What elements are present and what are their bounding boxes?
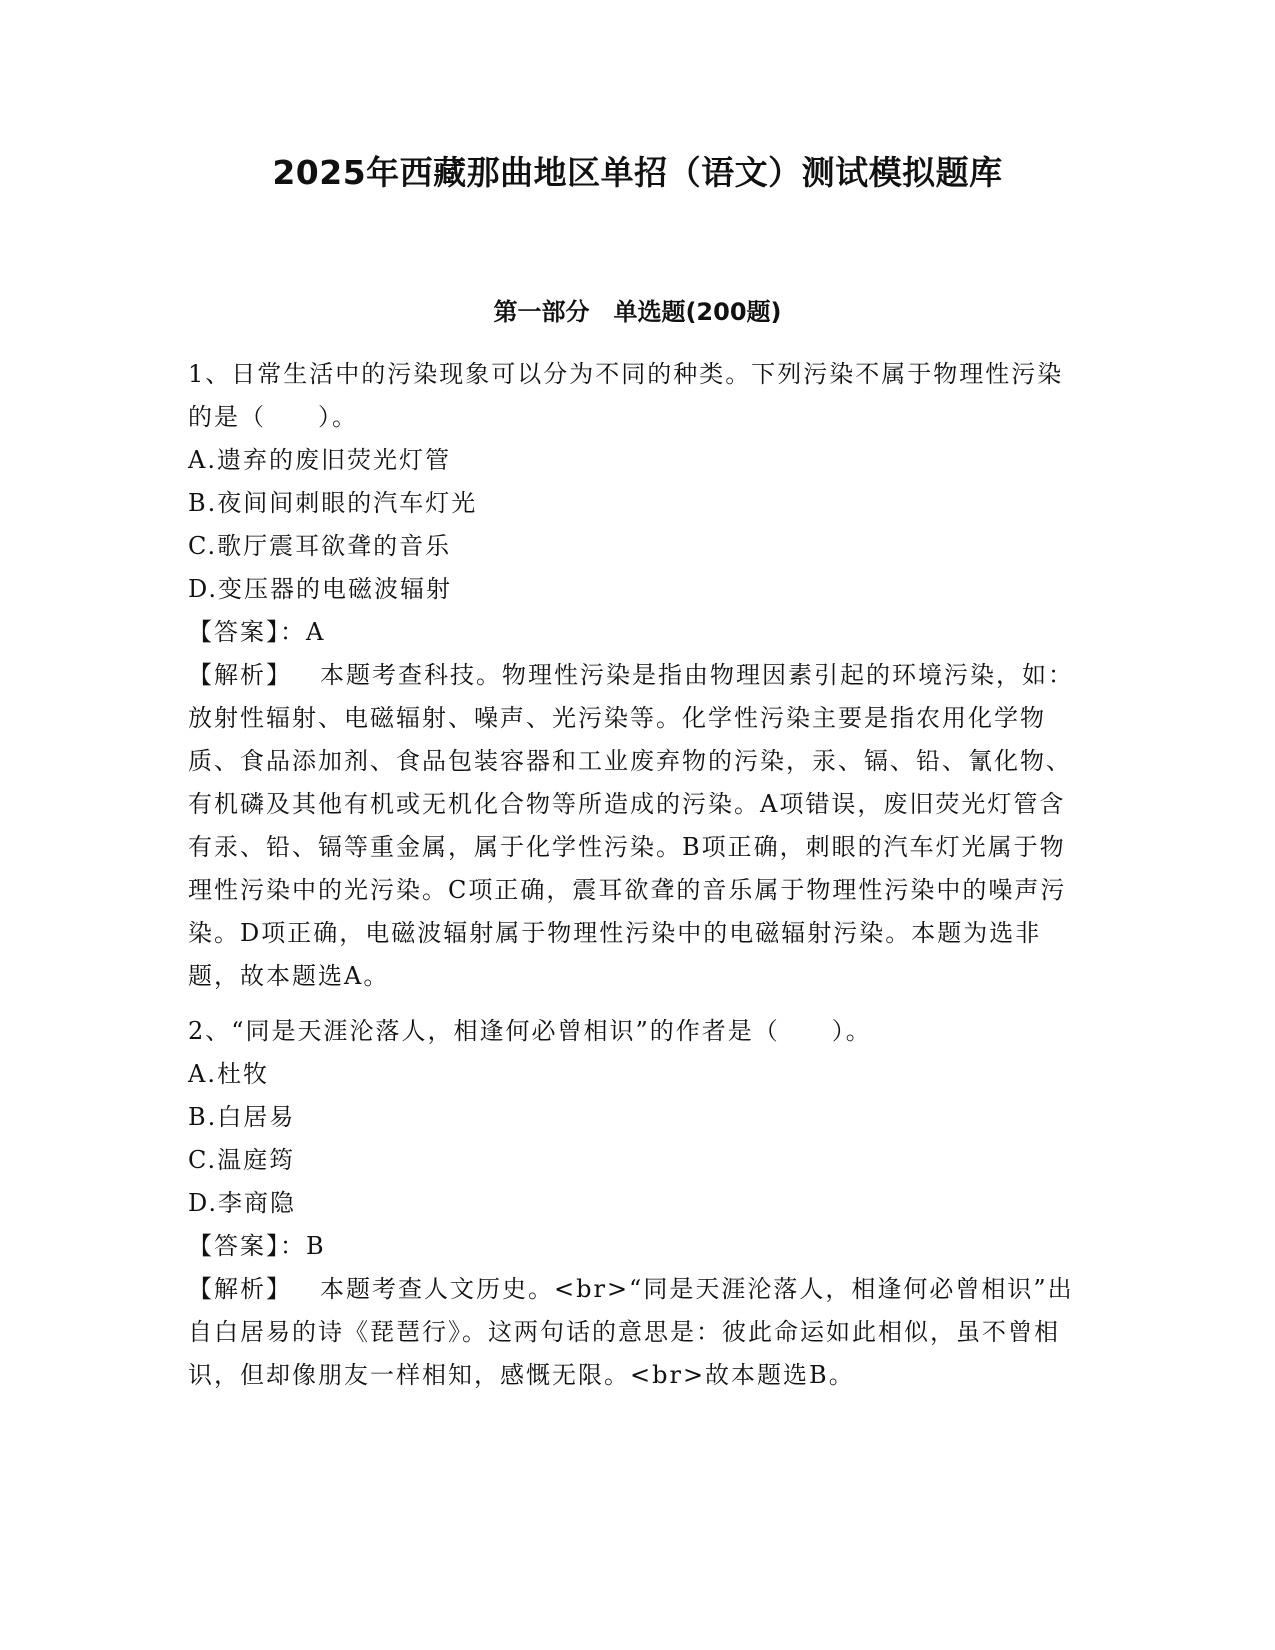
option-d: D.李商隐 [188,1189,297,1217]
analysis-text: 本题考查科技。物理性污染是指由物理因素引起的环境污染，如：放射性辐射、电磁辐射、噪声、光污染等。化学性污染主要是指农用化学物质、食品添加剂、食品包装容器和工业废弃物的污染，汞、镉、铅、氰化物、有机磷及其他有机或无机化合物等所造成的污染。A项错误，废旧荧光灯管含有汞、铅、镉等重金属，属于化学性污染。B项正确，刺眼的汽车灯光属于物理性污染中的光污染。C项正确，震耳欲聋的音乐属于物理性污染中的噪声污染。D项正确，电磁波辐射属于物理性污染中的电磁辐射污染。本题为选非题，故本题选A。 [188,661,1074,990]
section-heading: 第一部分 单选题(200题) [493,298,782,326]
analysis-label: 【解析】 [188,1275,292,1303]
question-2 [188,1010,1088,1397]
analysis-text: 本题考查人文历史。<br>“同是天涯沦落人，相逢何必曾相识”出自白居易的诗《琵琶行》。这两句话的意思是：彼此命运如此相似，虽不曾相识，但却像朋友一样相知，感慨无限。<br>故本题选B。 [188,1275,1074,1389]
question-list [188,353,1088,1409]
analysis-paragraph [188,654,1088,998]
option-b: B.白居易 [188,1103,296,1131]
answer-label: 【答案】： [188,618,306,646]
page-title: 2025年西藏那曲地区单招（语文）测试模拟题库 [272,153,1003,192]
answer-value: A [306,618,326,646]
option-b: B.夜间间刺眼的汽车灯光 [188,489,478,517]
answer-value: B [306,1232,326,1260]
analysis-paragraph [188,1268,1088,1397]
analysis-label: 【解析】 [188,661,292,689]
option-a: A.杜牧 [188,1060,269,1088]
answer-line [188,1225,1088,1268]
option-c: C.歌厅震耳欲聋的音乐 [188,532,452,560]
answer-label: 【答案】： [188,1232,306,1260]
question-stem: 1、日常生活中的污染现象可以分为不同的种类。下列污染不属于物理性污染的是（ ）。 [188,360,1064,431]
question-1 [188,353,1088,998]
answer-line [188,611,1088,654]
option-d: D.变压器的电磁波辐射 [188,575,453,603]
option-c: C.温庭筠 [188,1146,296,1174]
question-stem: 2、“同是天涯沦落人，相逢何必曾相识”的作者是（ ）。 [188,1017,872,1045]
option-a: A.遗弃的废旧荧光灯管 [188,446,451,474]
